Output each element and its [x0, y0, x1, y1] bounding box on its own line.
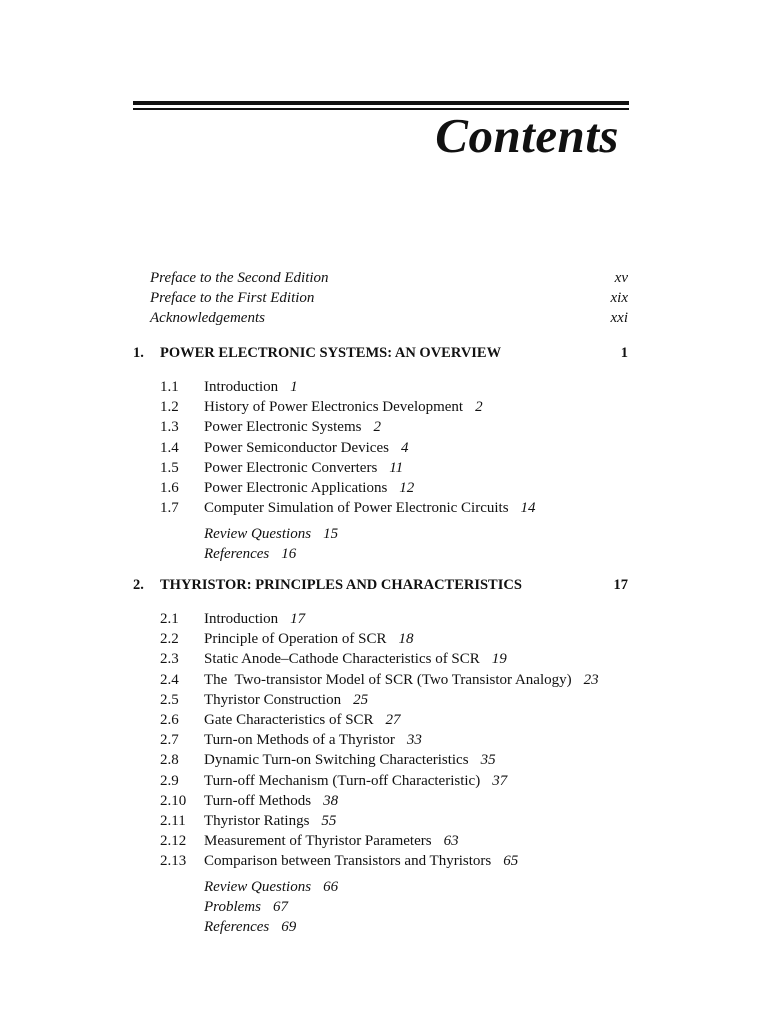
section-page: 27	[385, 711, 401, 728]
section-page: 2	[475, 399, 483, 416]
front-matter-title: Acknowledgements	[150, 310, 265, 326]
section-item[interactable]	[133, 397, 629, 417]
section-item[interactable]	[133, 791, 629, 811]
chapter-heading[interactable]	[133, 575, 629, 595]
section-title: Power Electronic Applications 12	[204, 479, 415, 496]
section-number: 2.4	[160, 671, 179, 688]
section-page: 25	[353, 691, 369, 708]
section-number: 2.6	[160, 711, 179, 728]
section-number: 2.10	[160, 792, 187, 809]
section-page: 14	[520, 500, 536, 517]
section-number: 2.9	[160, 772, 179, 789]
section-title: History of Power Electronics Development 2	[204, 399, 483, 416]
section-page: 38	[323, 792, 339, 809]
front-matter-item[interactable]	[150, 308, 630, 328]
end-matter-page: 67	[272, 899, 288, 916]
section-item[interactable]	[133, 498, 629, 518]
section-page: 19	[491, 651, 507, 668]
section-number: 1.6	[160, 479, 179, 496]
end-matter-title: Review Questions	[204, 526, 312, 543]
section-item[interactable]	[133, 831, 629, 851]
section-title: Introduction 1	[204, 379, 298, 395]
chapter-heading[interactable]	[133, 343, 629, 363]
chapter-title: THYRISTOR: PRINCIPLES AND CHARACTERISTICS	[160, 577, 522, 593]
section-item[interactable]	[133, 710, 629, 730]
section-page: 37	[492, 772, 508, 789]
section-title: The Two-transistor Model of SCR (Two Transistor Analogy) 23	[204, 671, 599, 688]
section-item[interactable]	[133, 811, 629, 831]
section-title: Turn-off Mechanism (Turn-off Characteristic) 37	[204, 772, 508, 789]
end-matter-item[interactable]	[204, 877, 629, 897]
section-number: 2.5	[160, 691, 179, 708]
front-matter-page: xix	[610, 290, 628, 306]
section-number: 1.7	[160, 500, 179, 517]
front-matter-title: Preface to the Second Edition	[150, 270, 329, 286]
section-page: 18	[398, 631, 414, 648]
chapter-number: 1.	[133, 345, 144, 361]
section-item[interactable]	[133, 649, 629, 669]
chapter-page: 17	[613, 577, 628, 593]
section-title: Gate Characteristics of SCR 27	[204, 711, 401, 728]
section-title: Measurement of Thyristor Parameters 63	[204, 833, 459, 850]
section-page: 4	[400, 439, 409, 456]
section-number: 1.4	[160, 439, 179, 456]
section-title: Power Electronic Systems 2	[204, 419, 381, 436]
section-title: Thyristor Ratings 55	[204, 812, 337, 829]
end-matter-list	[133, 877, 629, 937]
section-number: 2.13	[160, 853, 187, 870]
front-matter-page: xxi	[610, 310, 628, 326]
section-item[interactable]	[133, 478, 629, 498]
end-matter-page: 16	[281, 546, 297, 563]
section-item[interactable]	[133, 609, 629, 629]
section-number: 1.1	[160, 379, 179, 395]
section-page: 55	[321, 812, 337, 829]
section-title: Power Electronic Converters 11	[204, 459, 404, 476]
section-number: 2.8	[160, 752, 179, 769]
front-matter-item[interactable]	[150, 288, 630, 308]
front-matter-page: xv	[614, 270, 628, 286]
section-number: 1.5	[160, 459, 179, 476]
section-title: Turn-on Methods of a Thyristor 33	[204, 732, 422, 749]
section-item[interactable]	[133, 417, 629, 437]
end-matter-item[interactable]	[204, 897, 629, 917]
header-rule-thick	[133, 101, 629, 105]
section-number: 2.1	[160, 611, 179, 627]
section-number: 2.3	[160, 651, 179, 668]
section-item[interactable]	[133, 458, 629, 478]
end-matter-page: 69	[281, 919, 297, 936]
section-number: 2.2	[160, 631, 179, 648]
section-page: 63	[443, 833, 459, 850]
section-number: 2.12	[160, 833, 187, 850]
end-matter-page: 66	[323, 879, 339, 896]
end-matter-title: References	[204, 919, 270, 936]
section-page: 12	[399, 479, 415, 496]
section-item[interactable]	[133, 690, 629, 710]
front-matter-title: Preface to the First Edition	[150, 290, 315, 306]
end-matter-title: Problems	[204, 899, 261, 916]
section-page: 65	[503, 853, 519, 870]
front-matter-item[interactable]	[150, 268, 630, 288]
section-number: 2.11	[160, 812, 186, 829]
section-title: Introduction 17	[204, 611, 306, 627]
section-item[interactable]	[133, 438, 629, 458]
section-title: Computer Simulation of Power Electronic Circuits 14	[204, 500, 536, 517]
end-matter-title: References	[204, 546, 270, 563]
section-number: 1.3	[160, 419, 179, 436]
section-title: Dynamic Turn-on Switching Characteristics 35	[204, 752, 496, 769]
section-title: Power Semiconductor Devices 4	[204, 439, 409, 456]
page-title: Contents	[435, 108, 619, 163]
section-list	[133, 377, 629, 518]
section-page: 33	[406, 732, 422, 749]
section-item[interactable]	[133, 771, 629, 791]
section-item[interactable]	[133, 750, 629, 770]
end-matter-page: 15	[323, 526, 339, 543]
section-title: Turn-off Methods 38	[204, 792, 339, 809]
section-page: 35	[480, 752, 496, 769]
end-matter-item[interactable]	[204, 544, 629, 564]
section-title: Static Anode–Cathode Characteristics of SCR 19	[204, 651, 507, 668]
section-list	[133, 609, 629, 871]
section-page: 17	[290, 611, 306, 627]
end-matter-list	[133, 524, 629, 564]
end-matter-item[interactable]	[204, 524, 629, 544]
section-item[interactable]	[133, 670, 629, 690]
chapter-1	[133, 343, 629, 564]
front-matter-list	[150, 268, 630, 328]
section-number: 2.7	[160, 732, 179, 749]
chapter-2	[133, 575, 629, 937]
chapter-title: POWER ELECTRONIC SYSTEMS: AN OVERVIEW	[160, 345, 502, 361]
section-title: Principle of Operation of SCR 18	[204, 631, 414, 648]
section-number: 1.2	[160, 399, 179, 416]
section-item[interactable]	[133, 851, 629, 871]
end-matter-item[interactable]	[204, 917, 629, 937]
section-page: 2	[373, 419, 381, 436]
end-matter-title: Review Questions	[204, 879, 312, 896]
chapter-page: 1	[620, 345, 628, 361]
section-item[interactable]	[133, 629, 629, 649]
section-title: Thyristor Construction 25	[204, 691, 369, 708]
section-title: Comparison between Transistors and Thyristors 65	[204, 853, 519, 870]
section-item[interactable]	[133, 377, 629, 397]
chapter-number: 2.	[133, 577, 144, 593]
section-page: 11	[389, 459, 404, 476]
section-page: 23	[583, 671, 599, 688]
section-page: 1	[290, 379, 298, 395]
section-item[interactable]	[133, 730, 629, 750]
